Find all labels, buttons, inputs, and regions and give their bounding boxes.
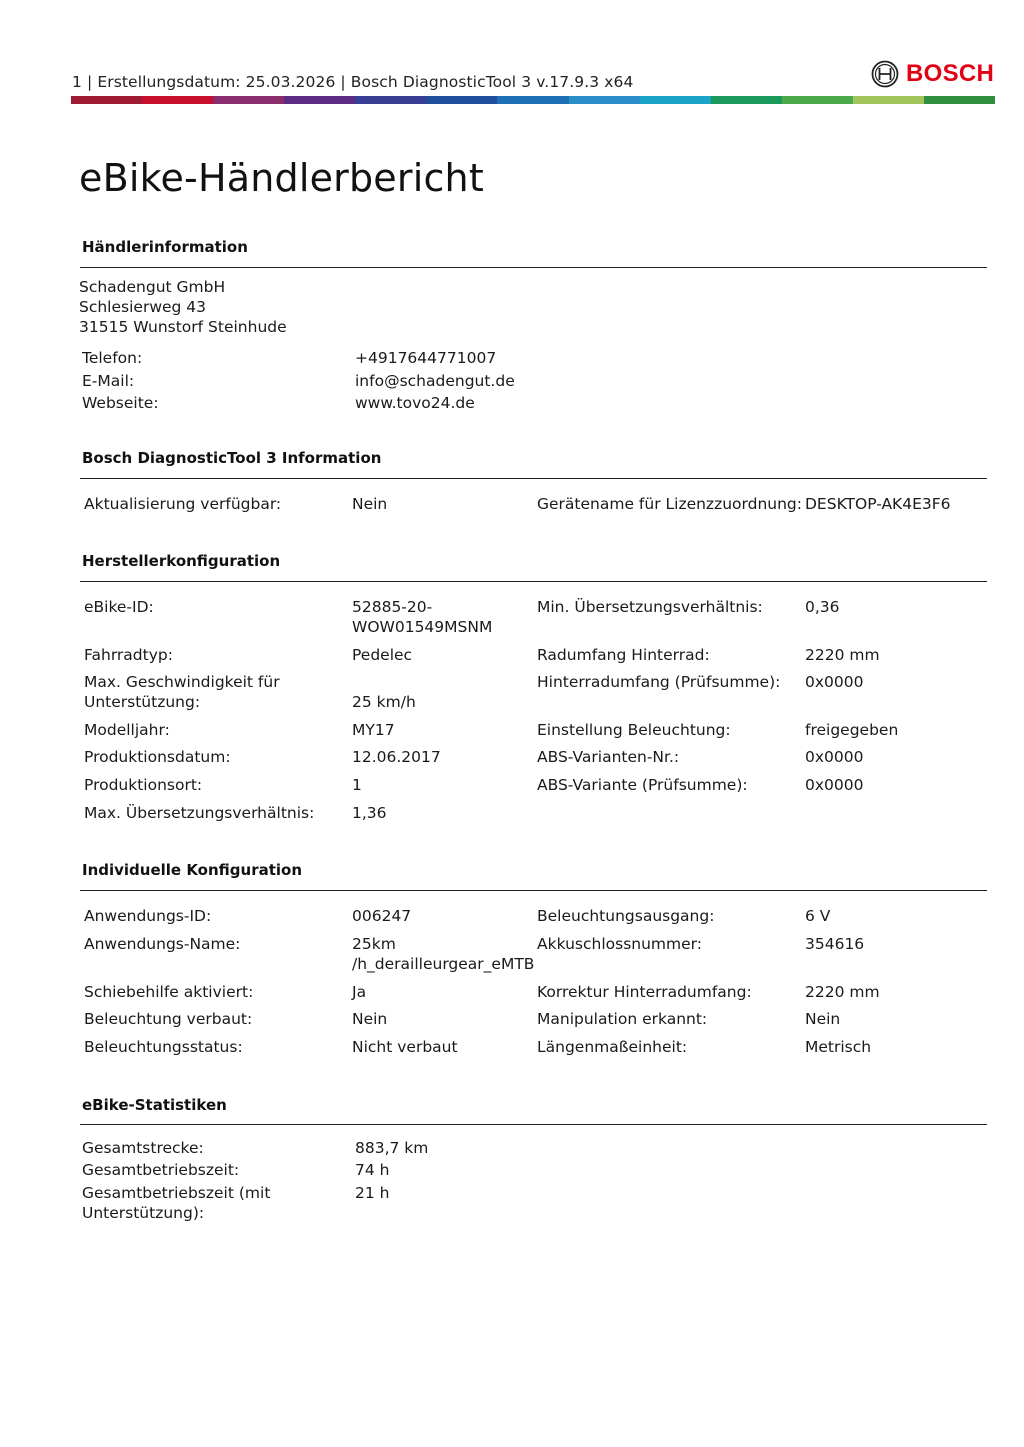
- bosch-logo: [871, 60, 994, 88]
- section-heading-stats: eBike-Statistiken: [82, 1096, 227, 1114]
- field-label: ABS-Variante (Prüfsumme):: [537, 776, 748, 794]
- field-value: 0,36: [805, 598, 840, 616]
- field-label: Max. Übersetzungsverhältnis:: [84, 804, 315, 822]
- field-value: freigegeben: [805, 721, 899, 739]
- field-label: Anwendungs-Name:: [84, 935, 241, 953]
- stripe-segment: [213, 96, 284, 104]
- section-rule: [80, 1124, 987, 1125]
- stripe-segment: [924, 96, 995, 104]
- stripe-segment: [569, 96, 640, 104]
- bosch-armature-icon: [871, 60, 899, 88]
- section-rule: [80, 890, 987, 891]
- stat-label: Gesamtstrecke:: [82, 1139, 204, 1157]
- color-stripe: [71, 96, 995, 104]
- field-value: 2220 mm: [805, 983, 880, 1001]
- field-label: Korrektur Hinterradumfang:: [537, 983, 752, 1001]
- section-heading-individual: Individuelle Konfiguration: [82, 861, 303, 879]
- field-value: Nein: [805, 1010, 841, 1028]
- field-value: 1: [352, 776, 362, 794]
- field-value: Nein: [352, 1010, 388, 1028]
- contact-label: Webseite:: [82, 394, 159, 412]
- field-label: Schiebehilfe aktiviert:: [84, 983, 254, 1001]
- field-label: Beleuchtung verbaut:: [84, 1010, 253, 1028]
- field-label: Beleuchtungsausgang:: [537, 907, 715, 925]
- dealer-address: [79, 277, 287, 337]
- stripe-segment: [497, 96, 568, 104]
- field-value: 25 km/h: [352, 693, 416, 711]
- stat-label: Gesamtbetriebszeit:: [82, 1161, 240, 1179]
- field-label: Anwendungs-ID:: [84, 907, 212, 925]
- field-value: Nein: [352, 495, 388, 513]
- field-value: Nicht verbaut: [352, 1038, 458, 1056]
- field-label: eBike-ID:: [84, 598, 154, 616]
- field-value: DESKTOP-AK4E3F6: [805, 495, 951, 513]
- field-label: ABS-Varianten-Nr.:: [537, 748, 680, 766]
- stripe-segment: [71, 96, 142, 104]
- field-value: Ja: [352, 983, 367, 1001]
- page-header-line: 1 | Erstellungsdatum: 25.03.2026 | Bosch DiagnosticTool 3 v.17.9.3 x64: [72, 73, 634, 91]
- bosch-logo-text: BOSCH: [906, 60, 995, 87]
- field-value: 52885-20- WOW01549MSNM: [352, 598, 493, 636]
- field-value: 2220 mm: [805, 646, 880, 664]
- stripe-segment: [284, 96, 355, 104]
- stripe-segment: [426, 96, 497, 104]
- field-value: 354616: [805, 935, 865, 953]
- stat-value: 883,7 km: [355, 1139, 429, 1157]
- dealer-name: Schadengut GmbH: [79, 278, 226, 296]
- section-heading-dealer: Händlerinformation: [82, 238, 248, 256]
- stat-value: 74 h: [355, 1161, 390, 1179]
- stripe-segment: [782, 96, 853, 104]
- section-rule: [80, 478, 987, 479]
- field-value: 12.06.2017: [352, 748, 441, 766]
- page-title: eBike-Händlerbericht: [79, 156, 484, 200]
- field-value: 25km /h_derailleurgear_eMTB: [352, 935, 535, 973]
- section-rule: [80, 581, 987, 582]
- field-label: Längenmaßeinheit:: [537, 1038, 688, 1056]
- field-label: Beleuchtungsstatus:: [84, 1038, 243, 1056]
- field-value: 0x0000: [805, 776, 864, 794]
- stat-value: 21 h: [355, 1184, 390, 1202]
- field-value: 1,36: [352, 804, 387, 822]
- field-label: Produktionsdatum:: [84, 748, 231, 766]
- field-label: Radumfang Hinterrad:: [537, 646, 710, 664]
- contact-phone-value: +4917644771007: [355, 349, 497, 367]
- field-label: Max. Geschwindigkeit für Unterstützung:: [84, 673, 280, 711]
- field-value: 6 V: [805, 907, 831, 925]
- contact-email-value: info@schadengut.de: [355, 372, 515, 390]
- stripe-segment: [711, 96, 782, 104]
- stripe-segment: [355, 96, 426, 104]
- field-value: 006247: [352, 907, 412, 925]
- dealer-street: Schlesierweg 43: [79, 298, 207, 316]
- contact-label: Telefon:: [82, 349, 143, 367]
- dealer-city: 31515 Wunstorf Steinhude: [79, 318, 287, 336]
- section-heading-tool: Bosch DiagnosticTool 3 Information: [82, 449, 382, 467]
- field-label: Fahrradtyp:: [84, 646, 173, 664]
- field-label: Produktionsort:: [84, 776, 203, 794]
- field-value: Pedelec: [352, 646, 413, 664]
- field-label: Modelljahr:: [84, 721, 170, 739]
- stat-label: Gesamtbetriebszeit (mit Unterstützung):: [82, 1184, 271, 1222]
- field-label: Aktualisierung verfügbar:: [84, 495, 282, 513]
- field-value: MY17: [352, 721, 395, 739]
- field-label: Hinterradumfang (Prüfsumme):: [537, 673, 781, 691]
- field-label: Gerätename für Lizenzzuordnung:: [537, 495, 802, 513]
- field-label: Akkuschlossnummer:: [537, 935, 702, 953]
- field-value: 0x0000: [805, 748, 864, 766]
- section-rule: [80, 267, 987, 268]
- stripe-segment: [640, 96, 711, 104]
- stripe-segment: [853, 96, 924, 104]
- contact-label: E-Mail:: [82, 372, 135, 390]
- stripe-segment: [142, 96, 213, 104]
- section-heading-manufacturer: Herstellerkonfiguration: [82, 552, 281, 570]
- contact-website-value: www.tovo24.de: [355, 394, 475, 412]
- field-value: Metrisch: [805, 1038, 872, 1056]
- field-label: Manipulation erkannt:: [537, 1010, 708, 1028]
- field-value: 0x0000: [805, 673, 864, 691]
- field-label: Einstellung Beleuchtung:: [537, 721, 731, 739]
- field-label: Min. Übersetzungsverhältnis:: [537, 598, 763, 616]
